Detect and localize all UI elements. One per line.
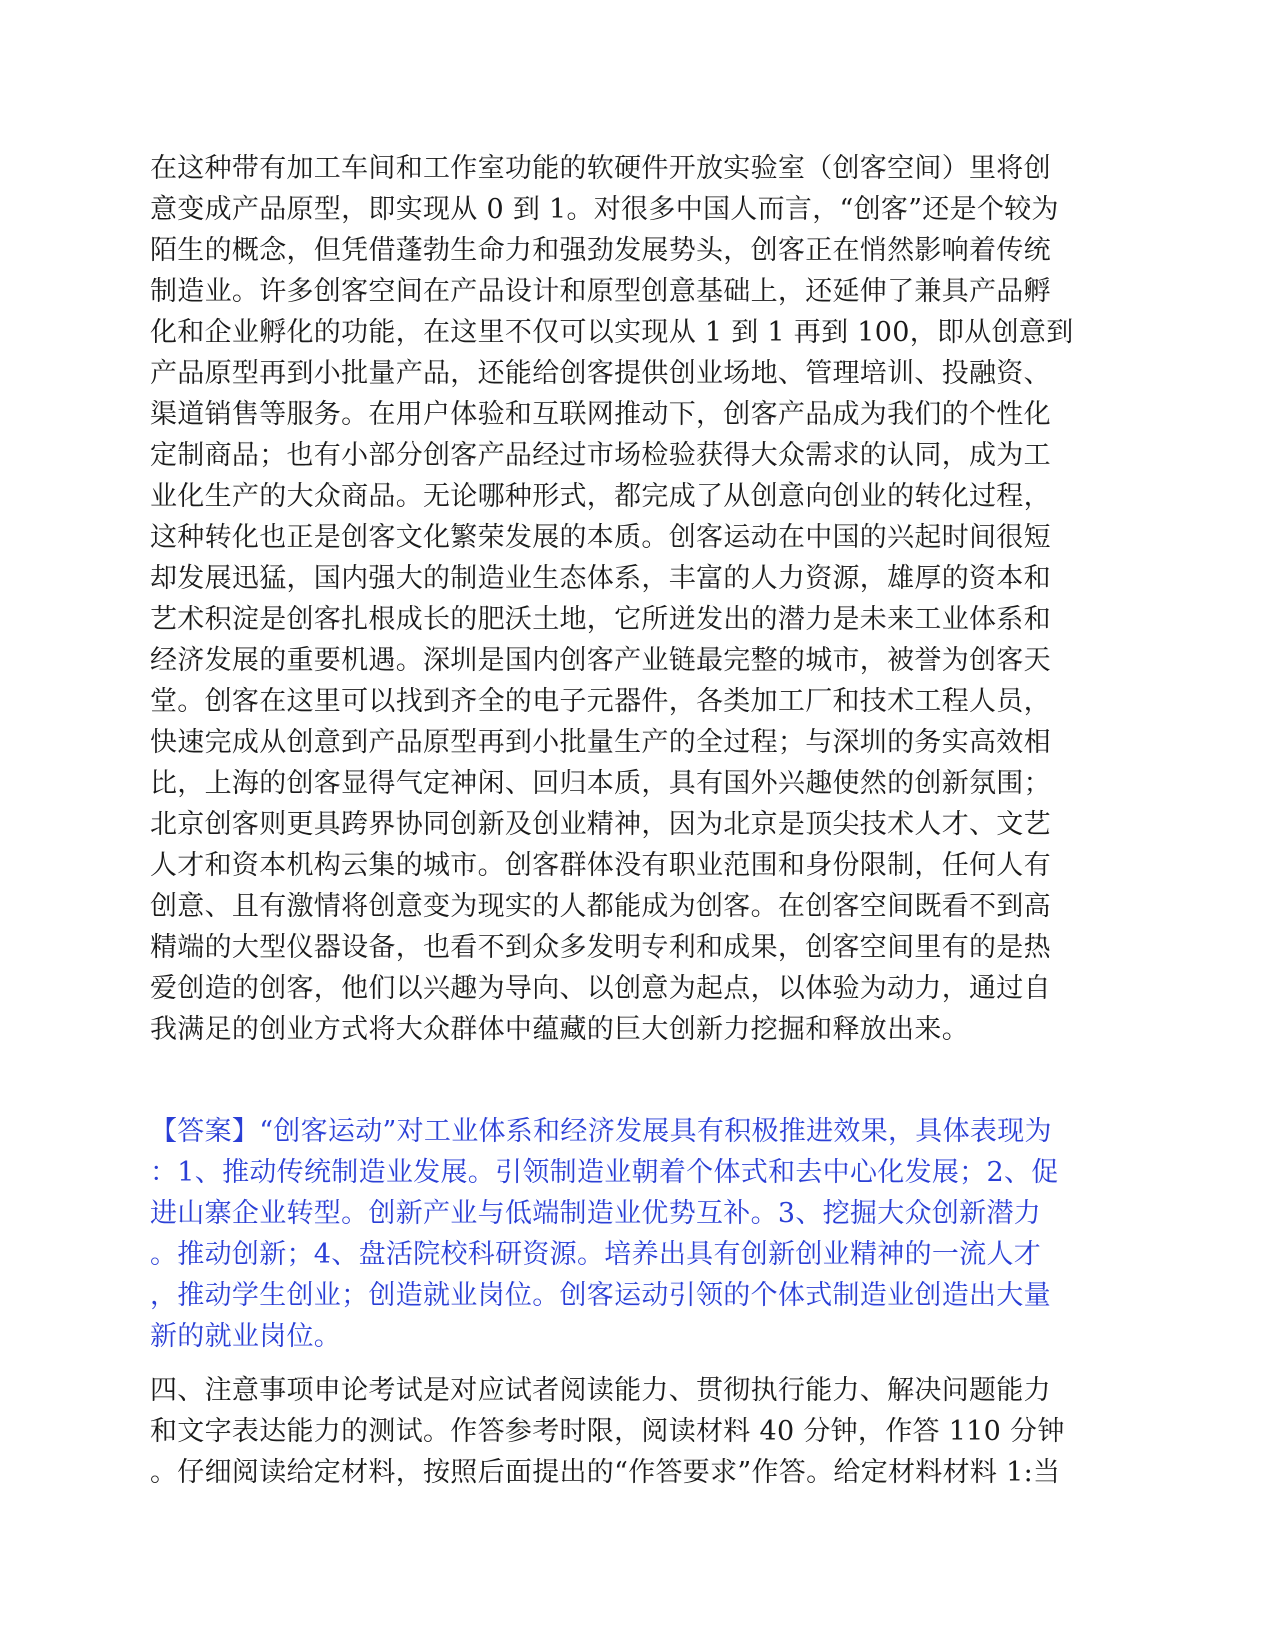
- passage-line: 化和企业孵化的功能，在这里不仅可以实现从 1 到 1 再到 100，即从创意到: [150, 317, 1074, 348]
- answer-line: 进山寨企业转型。创新产业与低端制造业优势互补。3、挖掘大众创新潜力: [150, 1198, 1042, 1229]
- passage-line: 制造业。许多创客空间在产品设计和原型创意基础上，还延伸了兼具产品孵: [150, 276, 1051, 307]
- passage-line: 北京创客则更具跨界协同创新及创业精神，因为北京是顶尖技术人才、文艺: [150, 809, 1051, 840]
- passage-line: 爱创造的创客，他们以兴趣为导向、以创意为起点，以体验为动力，通过自: [150, 973, 1051, 1004]
- answer-line: ：1、推动传统制造业发展。引领制造业朝着个体式和去中心化发展；2、促: [150, 1157, 1059, 1188]
- passage-paragraph: [150, 148, 1130, 1050]
- passage-line: 陌生的概念，但凭借蓬勃生命力和强劲发展势头，创客正在悄然影响着传统: [150, 235, 1051, 266]
- notice-line: 。仔细阅读给定材料，按照后面提出的“作答要求”作答。给定材料材料 1:当: [150, 1457, 1061, 1488]
- passage-line: 人才和资本机构云集的城市。创客群体没有职业范围和身份限制，任何人有: [150, 850, 1051, 881]
- answer-line: 新的就业岗位。: [150, 1321, 342, 1352]
- answer-line: ，推动学生创业；创造就业岗位。创客运动引领的个体式制造业创造出大量: [150, 1280, 1051, 1311]
- passage-line: 我满足的创业方式将大众群体中蕴藏的巨大创新力挖掘和释放出来。: [150, 1014, 969, 1045]
- passage-line: 堂。创客在这里可以找到齐全的电子元器件，各类加工厂和技术工程人员，: [150, 686, 1051, 717]
- notice-paragraph: [150, 1370, 1130, 1493]
- answer-line: 。推动创新；4、盘活院校科研资源。培养出具有创新创业精神的一流人才: [150, 1239, 1042, 1270]
- passage-line: 创意、且有激情将创意变为现实的人都能成为创客。在创客空间既看不到高: [150, 891, 1051, 922]
- answer-paragraph: [150, 1111, 1130, 1357]
- passage-line: 在这种带有加工车间和工作室功能的软硬件开放实验室（创客空间）里将创: [150, 153, 1051, 184]
- notice-line: 四、注意事项申论考试是对应试者阅读能力、贯彻执行能力、解决问题能力: [150, 1375, 1051, 1406]
- passage-line: 产品原型再到小批量产品，还能给创客提供创业场地、管理培训、投融资、: [150, 358, 1051, 389]
- passage-line: 渠道销售等服务。在用户体验和互联网推动下，创客产品成为我们的个性化: [150, 399, 1051, 430]
- passage-line: 比，上海的创客显得气定神闲、回归本质，具有国外兴趣使然的创新氛围；: [150, 768, 1051, 799]
- passage-line: 定制商品；也有小部分创客产品经过市场检验获得大众需求的认同，成为工: [150, 440, 1051, 471]
- passage-line: 精端的大型仪器设备，也看不到众多发明专利和成果，创客空间里有的是热: [150, 932, 1051, 963]
- passage-line: 快速完成从创意到产品原型再到小批量生产的全过程；与深圳的务实高效相: [150, 727, 1051, 758]
- answer-line: 【答案】“创客运动”对工业体系和经济发展具有积极推进效果，具体表现为: [150, 1116, 1052, 1147]
- notice-line: 和文字表达能力的测试。作答参考时限，阅读材料 40 分钟，作答 110 分钟: [150, 1416, 1065, 1447]
- passage-line: 却发展迅猛，国内强大的制造业生态体系，丰富的人力资源，雄厚的资本和: [150, 563, 1051, 594]
- passage-line: 这种转化也正是创客文化繁荣发展的本质。创客运动在中国的兴起时间很短: [150, 522, 1051, 553]
- passage-line: 意变成产品原型，即实现从 0 到 1。对很多中国人而言，“创客”还是个较为: [150, 194, 1059, 225]
- passage-line: 业化生产的大众商品。无论哪种形式，都完成了从创意向创业的转化过程，: [150, 481, 1051, 512]
- passage-line: 艺术积淀是创客扎根成长的肥沃土地，它所迸发出的潜力是未来工业体系和: [150, 604, 1051, 635]
- passage-line: 经济发展的重要机遇。深圳是国内创客产业链最完整的城市，被誉为创客天: [150, 645, 1051, 676]
